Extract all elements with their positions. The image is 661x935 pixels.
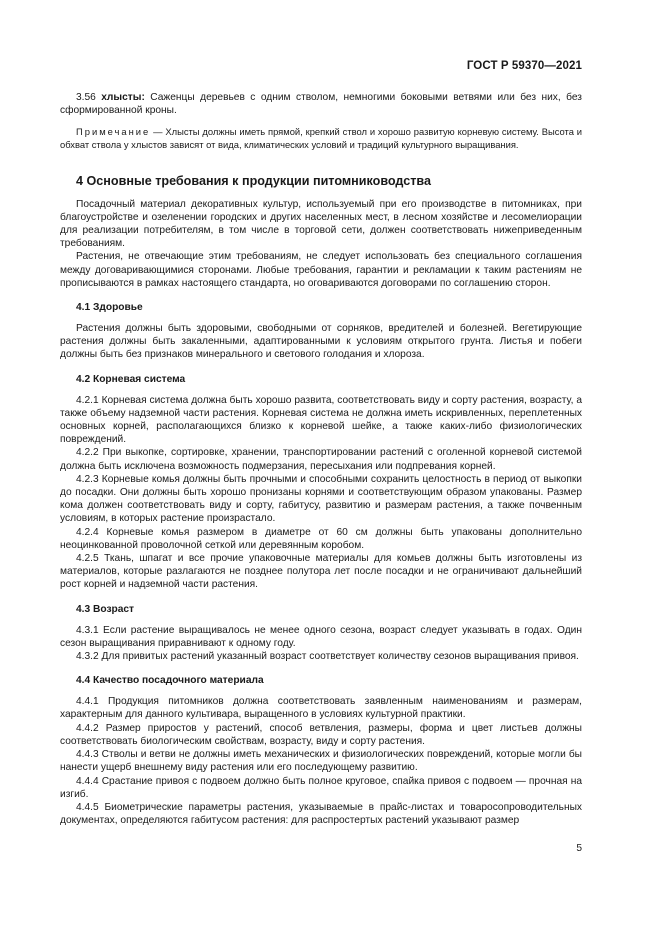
definition-text: Саженцы деревьев с одним стволом, немногими боковыми ветвями или без них, без сформированной кроны. (60, 92, 582, 117)
section-4-paragraph-1: Посадочный материал декоративных культур, используемый при его производстве в питомниках, при благоустройстве и озеленении городских и других населенных мест, в лесном хозяйстве и лесомелиорации для реализации потребителям, в том числе в торговой сети, должен соответствовать нижеприведенным требованиям. (60, 198, 582, 250)
definition-3-56 (60, 91, 582, 117)
page-body (60, 91, 582, 827)
clause-4-3-1: 4.3.1 Если растение выращивалось не менее одного сезона, возраст следует указывать в годах. Один сезон выращивания приравнивают к одному году. (60, 624, 582, 649)
subsection-4-1-heading: 4.1 Здоровье (76, 302, 143, 314)
clause-4-4-3: 4.4.3 Стволы и ветви не должны иметь механических и физиологических повреждений, которые могли бы нанести ущерб внешнему виду растения или его последующему развитию. (60, 749, 582, 774)
clause-4-2-3: 4.2.3 Корневые комья должны быть прочными и способными сохранить целостность в период от выкопки до посадки. Они должны быть хорошо пронизаны корнями и соответствующим образом упакованы. Размер кома должен соответствовать виду и сорту, габитусу, развитию и размерам растения, а также почвенным условиям, в которых растение произрастало. (60, 473, 582, 525)
note-text: — Хлысты должны иметь прямой, крепкий ствол и хорошо развитую корневую систему. Высота и обхват ствола у хлыстов зависят от вида, климатических условий и традиций культурного выращивания. (60, 126, 582, 150)
definition-term: хлысты: (101, 92, 145, 103)
clause-4-2-1: 4.2.1 Корневая система должна быть хорошо развита, соответствовать виду и сорту растения, возрасту, а также объему надземной части растения. Корневая система не должна иметь искривленных, переплетенных основных корней, располагающихся близко к корневой шейке, а также каких-либо физиологических повреждений. (60, 394, 582, 446)
subsection-4-3-heading: 4.3 Возраст (76, 603, 135, 615)
definition-number: 3.56 (76, 92, 96, 103)
subsection-4-4-heading: 4.4 Качество посадочного материала (76, 675, 264, 687)
clause-4-2-4: 4.2.4 Корневые комья размером в диаметре от 60 см должны быть упакованы дополнительно неоцинкованной проволочной сеткой или деревянным коробом. (60, 526, 582, 551)
note-label: Примечание (76, 126, 151, 138)
clause-4-3-2: 4.3.2 Для привитых растений указанный возраст соответствует количеству сезонов выращивания привоя. (76, 651, 579, 663)
clause-4-4-4: 4.4.4 Срастание привоя с подвоем должно быть полное круговое, спайка привоя с подвоем — прочная на изгиб. (60, 775, 582, 800)
clause-4-2-5: 4.2.5 Ткань, шпагат и все прочие упаковочные материалы для комьев должны быть изготовлены из материалов, которые разлагаются не позднее полутора лет после посадки и не ограничивают дальнейший рост корней и надземной части растения. (60, 553, 582, 591)
clause-4-4-5: 4.4.5 Биометрические параметры растения, указываемые в прайс-листах и товаросопроводительных документах, определяются габитусом растения: для распростертых растений указывают размер (60, 801, 582, 827)
standard-designation: ГОСТ Р 59370—2021 (466, 60, 582, 72)
subsection-4-2-heading: 4.2 Корневая система (76, 373, 186, 385)
section-4-paragraph-2: Растения, не отвечающие этим требованиям, не следует использовать без специального соглашения между договаривающимися сторонами. Любые требования, гарантии и рекламации к таким растениям не прописываются в рамках настоящего стандарта, но оговариваются договорами по соглашению сторон. (60, 251, 582, 289)
clause-4-4-2: 4.4.2 Размер приростов у растений, способ ветвления, размеры, форма и цвет листьев должны соответствовать биологическим свойствам, возрасту, виду и сорту растения. (60, 722, 582, 747)
document-header (60, 60, 582, 72)
note-paragraph (60, 126, 582, 151)
page-number: 5 (576, 843, 582, 854)
section-4-heading: 4 Основные требования к продукции питомниководства (76, 173, 432, 188)
clause-4-4-1: 4.4.1 Продукция питомников должна соответствовать заявленным наименованиям и размерам, характерным для данного культивара, выращенного в условиях культурной практики. (60, 696, 582, 721)
subsection-4-1-paragraph: Растения должны быть здоровыми, свободными от сорняков, вредителей и болезней. Вегетирующие растения должны быть закаленными, адаптированными к условиям открытого грунта. Листья и побеги должны быть без признаков минерального и светового голодания и хлороза. (60, 323, 582, 361)
clause-4-2-2: 4.2.2 При выкопке, сортировке, хранении, транспортировании растений с оголенной корневой системой должна быть исключена возможность подмерзания, пересыхания или подпревания корней. (60, 447, 582, 472)
